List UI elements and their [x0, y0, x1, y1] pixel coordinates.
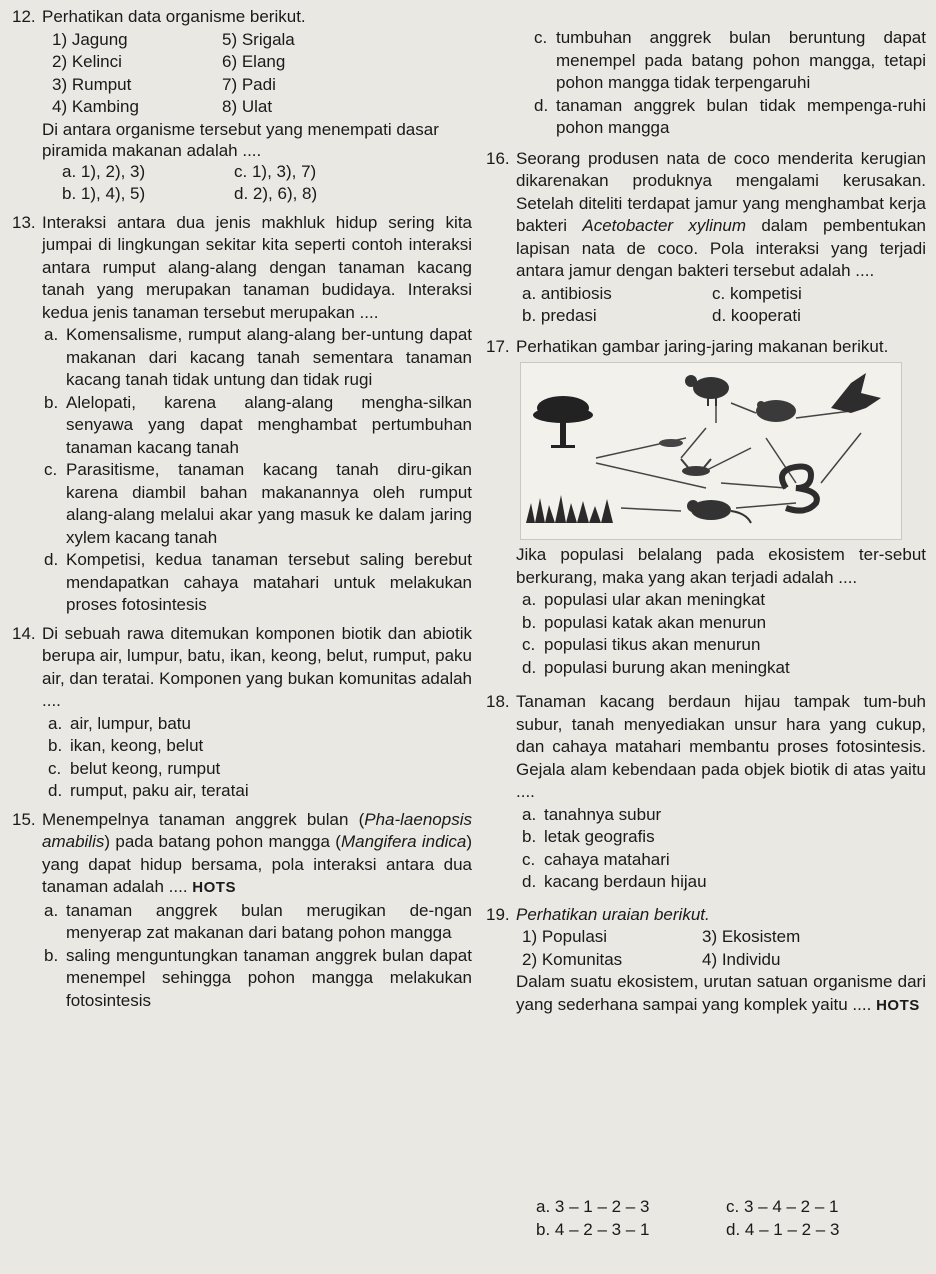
stem-part: ) yang dapat hidup bersama, pola interaksi antara dua tanaman adalah .... — [42, 832, 472, 896]
option-letter: d. — [522, 657, 537, 677]
option-letter: c. — [712, 283, 726, 303]
food-web-diagram — [521, 363, 901, 539]
stem-part: dalam pembentukan lapisan nata de coco. Pola interaksi yang terjadi antara jamur dengan bakteri tersebut adalah .... — [516, 216, 926, 280]
answer-option[interactable] — [486, 826, 926, 849]
answer-option[interactable] — [536, 1219, 726, 1242]
question-prompt: Di antara organisme tersebut yang menempati dasar piramida makanan adalah .... — [42, 119, 439, 160]
question-stem: Tanaman kacang berdaun hijau tampak tum-buh subur, tanah menyediakan unsur hara yang cukup, dan cahaya matahari membantu proses fotosintesis. Gejala alam kebendaan pada objek biotik di atas yaitu .... — [516, 692, 926, 801]
stem-part: Menempelnya tanaman anggrek bulan ( — [42, 809, 365, 829]
option-text: tumbuhan anggrek bulan beruntung dapat menempel pada batang pohon mangga, tetapi pohon mangga tidak terpengaruhi — [556, 28, 926, 92]
answer-option[interactable] — [522, 283, 712, 306]
options — [516, 1196, 926, 1241]
answer-option[interactable] — [62, 183, 234, 206]
option-letter: a. — [536, 1197, 551, 1216]
answer-option[interactable] — [12, 735, 472, 758]
option-letter: c. — [726, 1197, 740, 1216]
option-text: Kompetisi, kedua tanaman tersebut saling berebut mendapatkan cahaya matahari untuk melakukan proses fotosintesis — [66, 550, 472, 614]
arrow — [731, 403, 756, 413]
option-letter: d. — [726, 1219, 741, 1239]
option-text: cahaya matahari — [544, 849, 670, 869]
answer-option[interactable] — [712, 283, 902, 306]
hots-badge: HOTS — [192, 879, 236, 896]
option-text: kooperati — [730, 306, 801, 325]
option-text: 1), 3), 7) — [251, 161, 317, 181]
answer-option[interactable] — [536, 1196, 726, 1219]
option-letter: d. — [712, 306, 727, 325]
answer-option[interactable] — [62, 161, 234, 184]
question-stem: Perhatikan gambar jaring-jaring makanan berikut. — [516, 336, 889, 356]
option-letter: a. — [522, 590, 537, 609]
answer-option[interactable] — [712, 305, 902, 328]
option-letter: a. — [522, 283, 537, 303]
question-stem: Di sebuah rawa ditemukan komponen biotik dan abiotik berupa air, lumpur, batu, ikan, keong, belut, rumput, paku air, dan teratai. Komponen yang bukan komunitas adalah .... — [42, 623, 473, 710]
option-letter: b. — [536, 1219, 551, 1239]
option-text: 4 – 2 – 3 – 1 — [554, 1219, 650, 1239]
option-text: tanahnya subur — [544, 804, 662, 824]
answer-option[interactable] — [12, 758, 472, 781]
arrow — [721, 483, 786, 488]
option-letter: b. — [522, 612, 537, 632]
options — [486, 283, 926, 328]
option-text: populasi katak akan menurun — [544, 612, 767, 632]
question-stem: Perhatikan data organisme berikut. — [42, 7, 306, 26]
answer-option[interactable] — [726, 1219, 916, 1242]
scientific-name: Acetobacter xylinum — [582, 216, 747, 235]
list-item: 3) Rumput — [52, 74, 132, 94]
option-letter: c. — [534, 28, 548, 47]
option-text: 1), 4), 5) — [80, 184, 146, 203]
grasshopper-icon — [681, 459, 711, 476]
option-text: kacang berdaun hijau — [544, 872, 707, 891]
question-number: 16. — [486, 148, 510, 168]
option-text: Komensalisme, rumput alang-alang ber-untung dapat makanan dari kacang tanah sementara tanaman kacang tanah tidak untung dan tidak rugi — [66, 325, 472, 389]
question-12 — [12, 6, 472, 206]
organism-list — [12, 29, 472, 119]
answer-option[interactable] — [486, 849, 926, 872]
option-text: rumput, paku air, teratai — [70, 781, 249, 800]
option-letter: b. — [62, 184, 77, 203]
arrow — [821, 433, 861, 483]
list-item: 1) Populasi — [522, 927, 608, 946]
answer-option[interactable] — [486, 634, 926, 657]
answer-option[interactable] — [12, 324, 472, 392]
option-letter: d. — [522, 872, 537, 891]
option-letter: c. — [48, 758, 62, 778]
list-item: 8) Ulat — [222, 97, 273, 116]
scientific-name: Mangifera indica — [340, 832, 467, 851]
stem-part: ) pada batang pohon mangga ( — [104, 832, 341, 851]
question-stem — [42, 809, 472, 900]
prompt-text: Dalam suatu ekosistem, urutan satuan organisme dari yang sederhana sampai yang komplek yaitu .... — [516, 972, 926, 1014]
answer-option[interactable] — [726, 1196, 916, 1219]
hots-badge: HOTS — [876, 996, 920, 1014]
option-letter: a. — [48, 713, 63, 733]
answer-option[interactable] — [522, 305, 712, 328]
scientific-name: Pha-laenopsis amabilis — [42, 809, 472, 851]
option-text: 2), 6), 8) — [252, 184, 318, 203]
option-text: populasi ular akan meningkat — [544, 590, 766, 609]
option-text: antibiosis — [540, 283, 612, 303]
question-stem: Perhatikan uraian berikut. — [516, 904, 710, 924]
question-stem — [516, 148, 926, 283]
answer-option[interactable] — [12, 549, 472, 617]
arrow — [621, 508, 681, 511]
answer-option[interactable] — [12, 459, 472, 549]
option-text: 3 – 1 – 2 – 3 — [554, 1197, 650, 1216]
frog-icon — [756, 400, 796, 422]
answer-option[interactable] — [486, 27, 926, 95]
rat-icon — [687, 500, 751, 523]
eagle-icon — [831, 373, 881, 413]
question-stem: Interaksi antara dua jenis makhluk hidup sering kita jumpai di lingkungan sekitar kita seperti contoh interaksi antara rumput alang-alang dengan tanaman kacang tanah yang merupakan tanaman budidaya. Interaksi kedua jenis tanaman tersebut merupakan .... — [42, 212, 472, 322]
caterpillar-icon — [659, 439, 683, 447]
right-column — [486, 27, 926, 1017]
food-web-arrows — [596, 403, 861, 511]
list-item: 4) Kambing — [52, 97, 139, 116]
option-letter: d. — [234, 184, 249, 203]
option-letter: a. — [44, 325, 59, 344]
option-text: Alelopati, karena alang-alang mengha-silkan senyawa yang dapat menghambat pertumbuhan tanaman kacang tanah — [66, 392, 472, 457]
answer-option[interactable] — [12, 392, 472, 460]
option-letter: a. — [62, 161, 77, 181]
arrow — [796, 411, 851, 418]
unit-list — [486, 926, 926, 971]
left-column — [12, 6, 472, 1012]
question-18 — [486, 691, 926, 894]
q19-options — [516, 1196, 926, 1241]
list-item: 2) Komunitas — [522, 949, 623, 969]
question-15 — [12, 809, 472, 1013]
question-number: 15. — [12, 809, 36, 829]
food-web-figure — [520, 362, 902, 540]
option-letter: d. — [48, 781, 63, 800]
question-19 — [486, 904, 926, 1018]
answer-option[interactable] — [12, 945, 472, 1013]
answer-option[interactable] — [12, 900, 472, 945]
option-text: ikan, keong, belut — [70, 736, 204, 755]
option-text: belut keong, rumput — [70, 758, 221, 778]
answer-option[interactable] — [486, 804, 926, 827]
option-text: 1), 2), 3) — [80, 161, 146, 181]
question-number: 19. — [486, 904, 510, 924]
answer-option[interactable] — [486, 871, 926, 894]
question-17 — [486, 336, 926, 680]
option-letter: c. — [234, 161, 248, 181]
list-item: 5) Srigala — [222, 29, 295, 49]
arrow — [681, 428, 706, 458]
option-text: kompetisi — [729, 283, 802, 303]
question-prompt — [486, 971, 926, 1017]
option-letter: b. — [522, 306, 537, 325]
question-number: 17. — [486, 336, 510, 356]
option-letter: c. — [44, 460, 58, 479]
grass-icon — [526, 495, 613, 523]
answer-option[interactable] — [486, 95, 926, 140]
answer-option[interactable] — [12, 780, 472, 803]
option-text: Parasitisme, tanaman kacang tanah diru-gikan karena diambil bahan makanannya oleh rumput alang-alang melalui akar yang masuk ke dalam jaring xylem kacang tanah — [66, 460, 472, 547]
question-number: 14. — [12, 623, 36, 643]
option-text: 3 – 4 – 2 – 1 — [743, 1197, 839, 1216]
answer-option[interactable] — [486, 657, 926, 680]
answer-option[interactable] — [234, 183, 406, 206]
option-letter: a. — [522, 804, 537, 824]
option-text: populasi tikus akan menurun — [544, 635, 761, 654]
option-letter: a. — [44, 900, 59, 920]
option-letter: b. — [44, 392, 59, 412]
option-letter: c. — [522, 635, 536, 654]
option-text: saling menguntungkan tanaman anggrek bulan dapat menempel sehingga pohon mangga melakukan fotosintesis — [66, 945, 472, 1010]
list-item: 3) Ekosistem — [702, 927, 801, 946]
question-number: 12. — [12, 7, 36, 26]
option-text: tanaman anggrek bulan merugikan de-ngan menyerap zat makanan dari batang pohon mangga — [66, 900, 472, 942]
option-letter: b. — [44, 945, 59, 965]
question-15-continued — [486, 27, 926, 140]
option-text: tanaman anggrek bulan tidak mempenga-ruhi pohon mangga — [556, 95, 926, 137]
bird-icon — [685, 375, 729, 406]
list-item: 6) Elang — [222, 52, 286, 71]
option-letter: d. — [534, 95, 549, 115]
question-number: 13. — [12, 212, 36, 232]
list-item: 7) Padi — [222, 74, 276, 94]
option-letter: b. — [522, 827, 537, 846]
question-14 — [12, 623, 472, 803]
question-13 — [12, 212, 472, 617]
question-prompt: Jika populasi belalang pada ekosistem ter-sebut berkurang, maka yang akan terjadi adalah .... — [516, 545, 926, 587]
option-text: populasi burung akan meningkat — [544, 657, 790, 677]
answer-option[interactable] — [234, 161, 406, 184]
option-text: air, lumpur, batu — [70, 713, 191, 733]
answer-option[interactable] — [12, 713, 472, 736]
list-item: 1) Jagung — [52, 29, 128, 49]
option-letter: b. — [48, 736, 63, 755]
list-item: 2) Kelinci — [52, 52, 122, 71]
tree-icon — [533, 396, 593, 448]
question-16 — [486, 148, 926, 328]
question-number: 18. — [486, 692, 510, 711]
answer-option[interactable] — [486, 612, 926, 635]
option-text: letak geografis — [544, 827, 655, 846]
answer-option[interactable] — [486, 589, 926, 612]
option-letter: d. — [44, 550, 59, 569]
option-text: 4 – 1 – 2 – 3 — [744, 1219, 840, 1239]
list-item: 4) Individu — [702, 949, 781, 969]
option-text: predasi — [540, 306, 597, 325]
stem-part: Seorang produsen nata de coco menderita kerugian dikarenakan produknya mengalami kerusakan. Setelah diteliti terdapat jamur yang menghambat kerja bakteri — [516, 148, 926, 235]
option-letter: c. — [522, 849, 536, 869]
options — [12, 161, 472, 206]
